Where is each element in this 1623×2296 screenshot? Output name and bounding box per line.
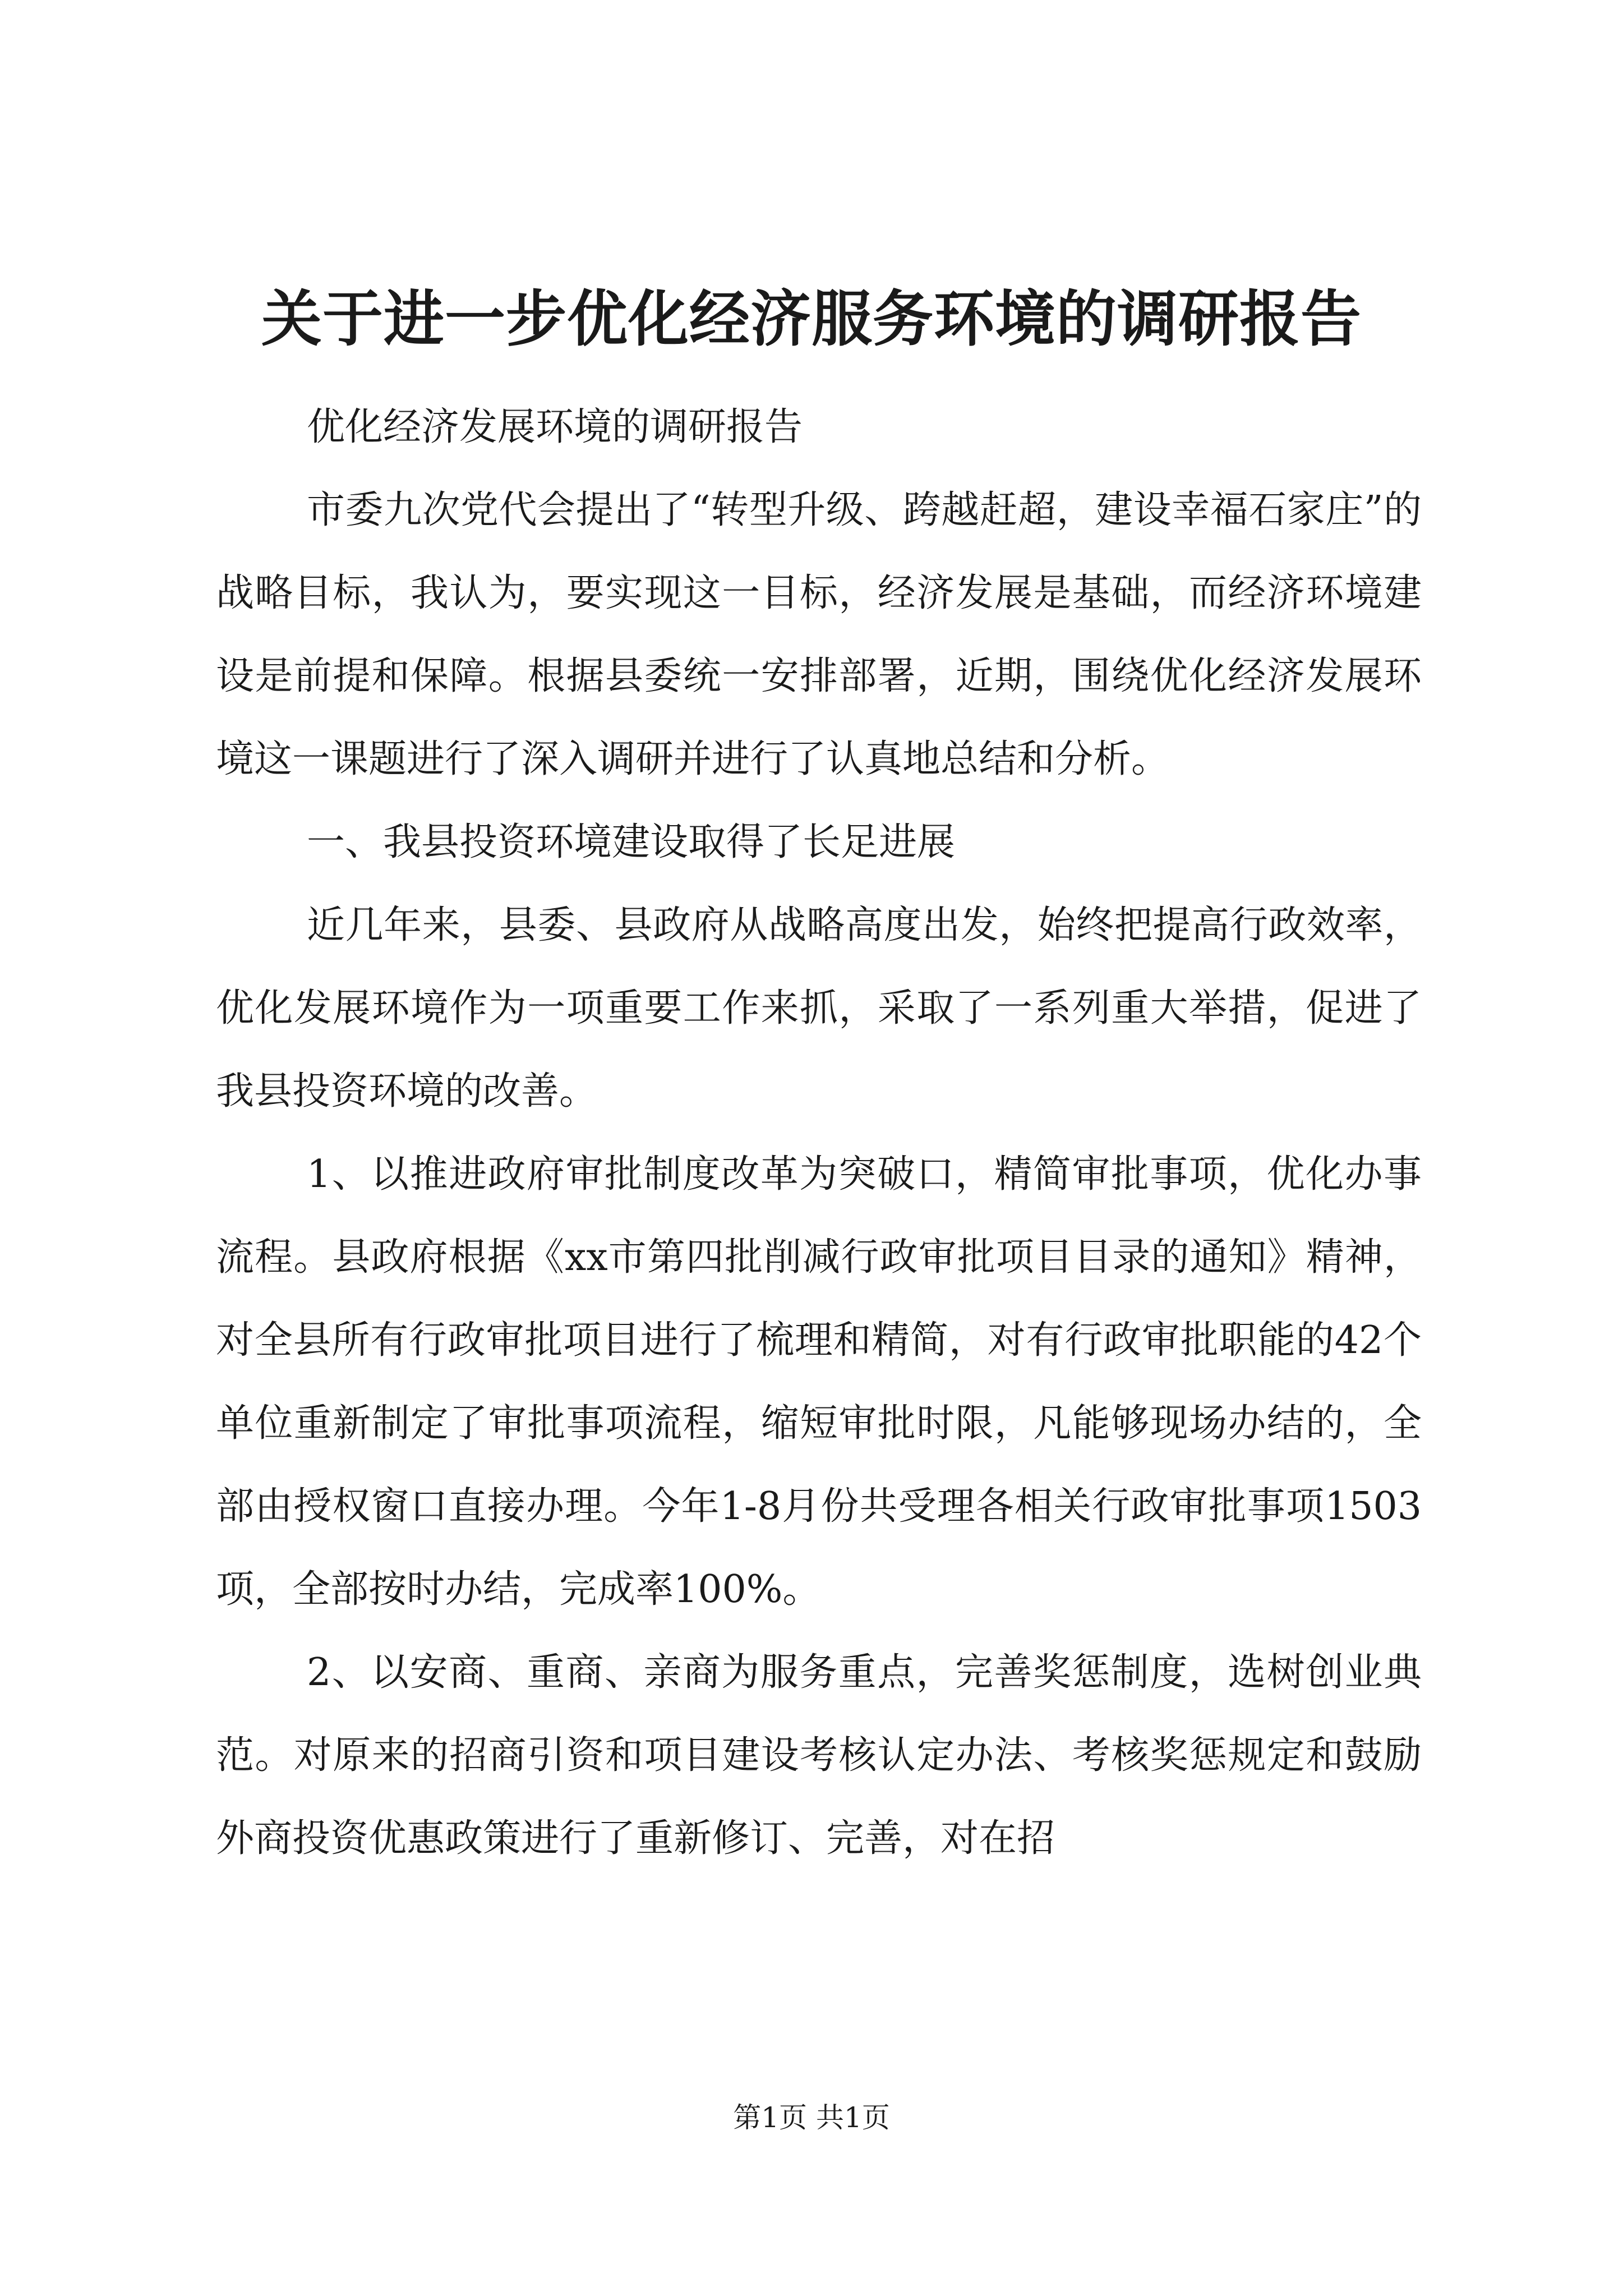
- body-paragraph: 市委九次党代会提出了“转型升级、跨越赶超，建设幸福石家庄”的战略目标，我认为，要实现这一目标，经济发展是基础，而经济环境建设是前提和保障。根据县委统一安排部署，近期，围绕优化经济发展环境这一课题进行了深入调研并进行了认真地总结和分析。: [216, 488, 1422, 781]
- body-paragraph: 2、以安商、重商、亲商为服务重点，完善奖惩制度，选树创业典范。对原来的招商引资和项目建设考核认定办法、考核奖惩规定和鼓励外商投资优惠政策进行了重新修订、完善，对在招: [216, 1650, 1422, 1861]
- body-paragraph: 近几年来，县委、县政府从战略高度出发，始终把提高行政效率，优化发展环境作为一项重要工作来抓，采取了一系列重大举措，促进了我县投资环境的改善。: [216, 903, 1422, 1114]
- document-title: 关于进一步优化经济服务环境的调研报告: [261, 284, 1362, 355]
- document-body: [216, 386, 1422, 1880]
- page-number-footer: 第1页 共1页: [733, 2101, 890, 2134]
- subtitle-paragraph: 优化经济发展环境的调研报告: [307, 405, 803, 449]
- section-heading: 一、我县投资环境建设取得了长足进展: [307, 820, 956, 864]
- body-paragraph: 1、以推进政府审批制度改革为突破口，精简审批事项，优化办事流程。县政府根据《xx市第四批削减行政审批项目目录的通知》精神，对全县所有行政审批项目进行了梳理和精简，对有行政审批职能的42个单位重新制定了审批事项流程，缩短审批时限，凡能够现场办结的，全部由授权窗口直接办理。今年1-8月份共受理各相关行政审批事项1503项，全部按时办结，完成率100%。: [216, 1152, 1422, 1612]
